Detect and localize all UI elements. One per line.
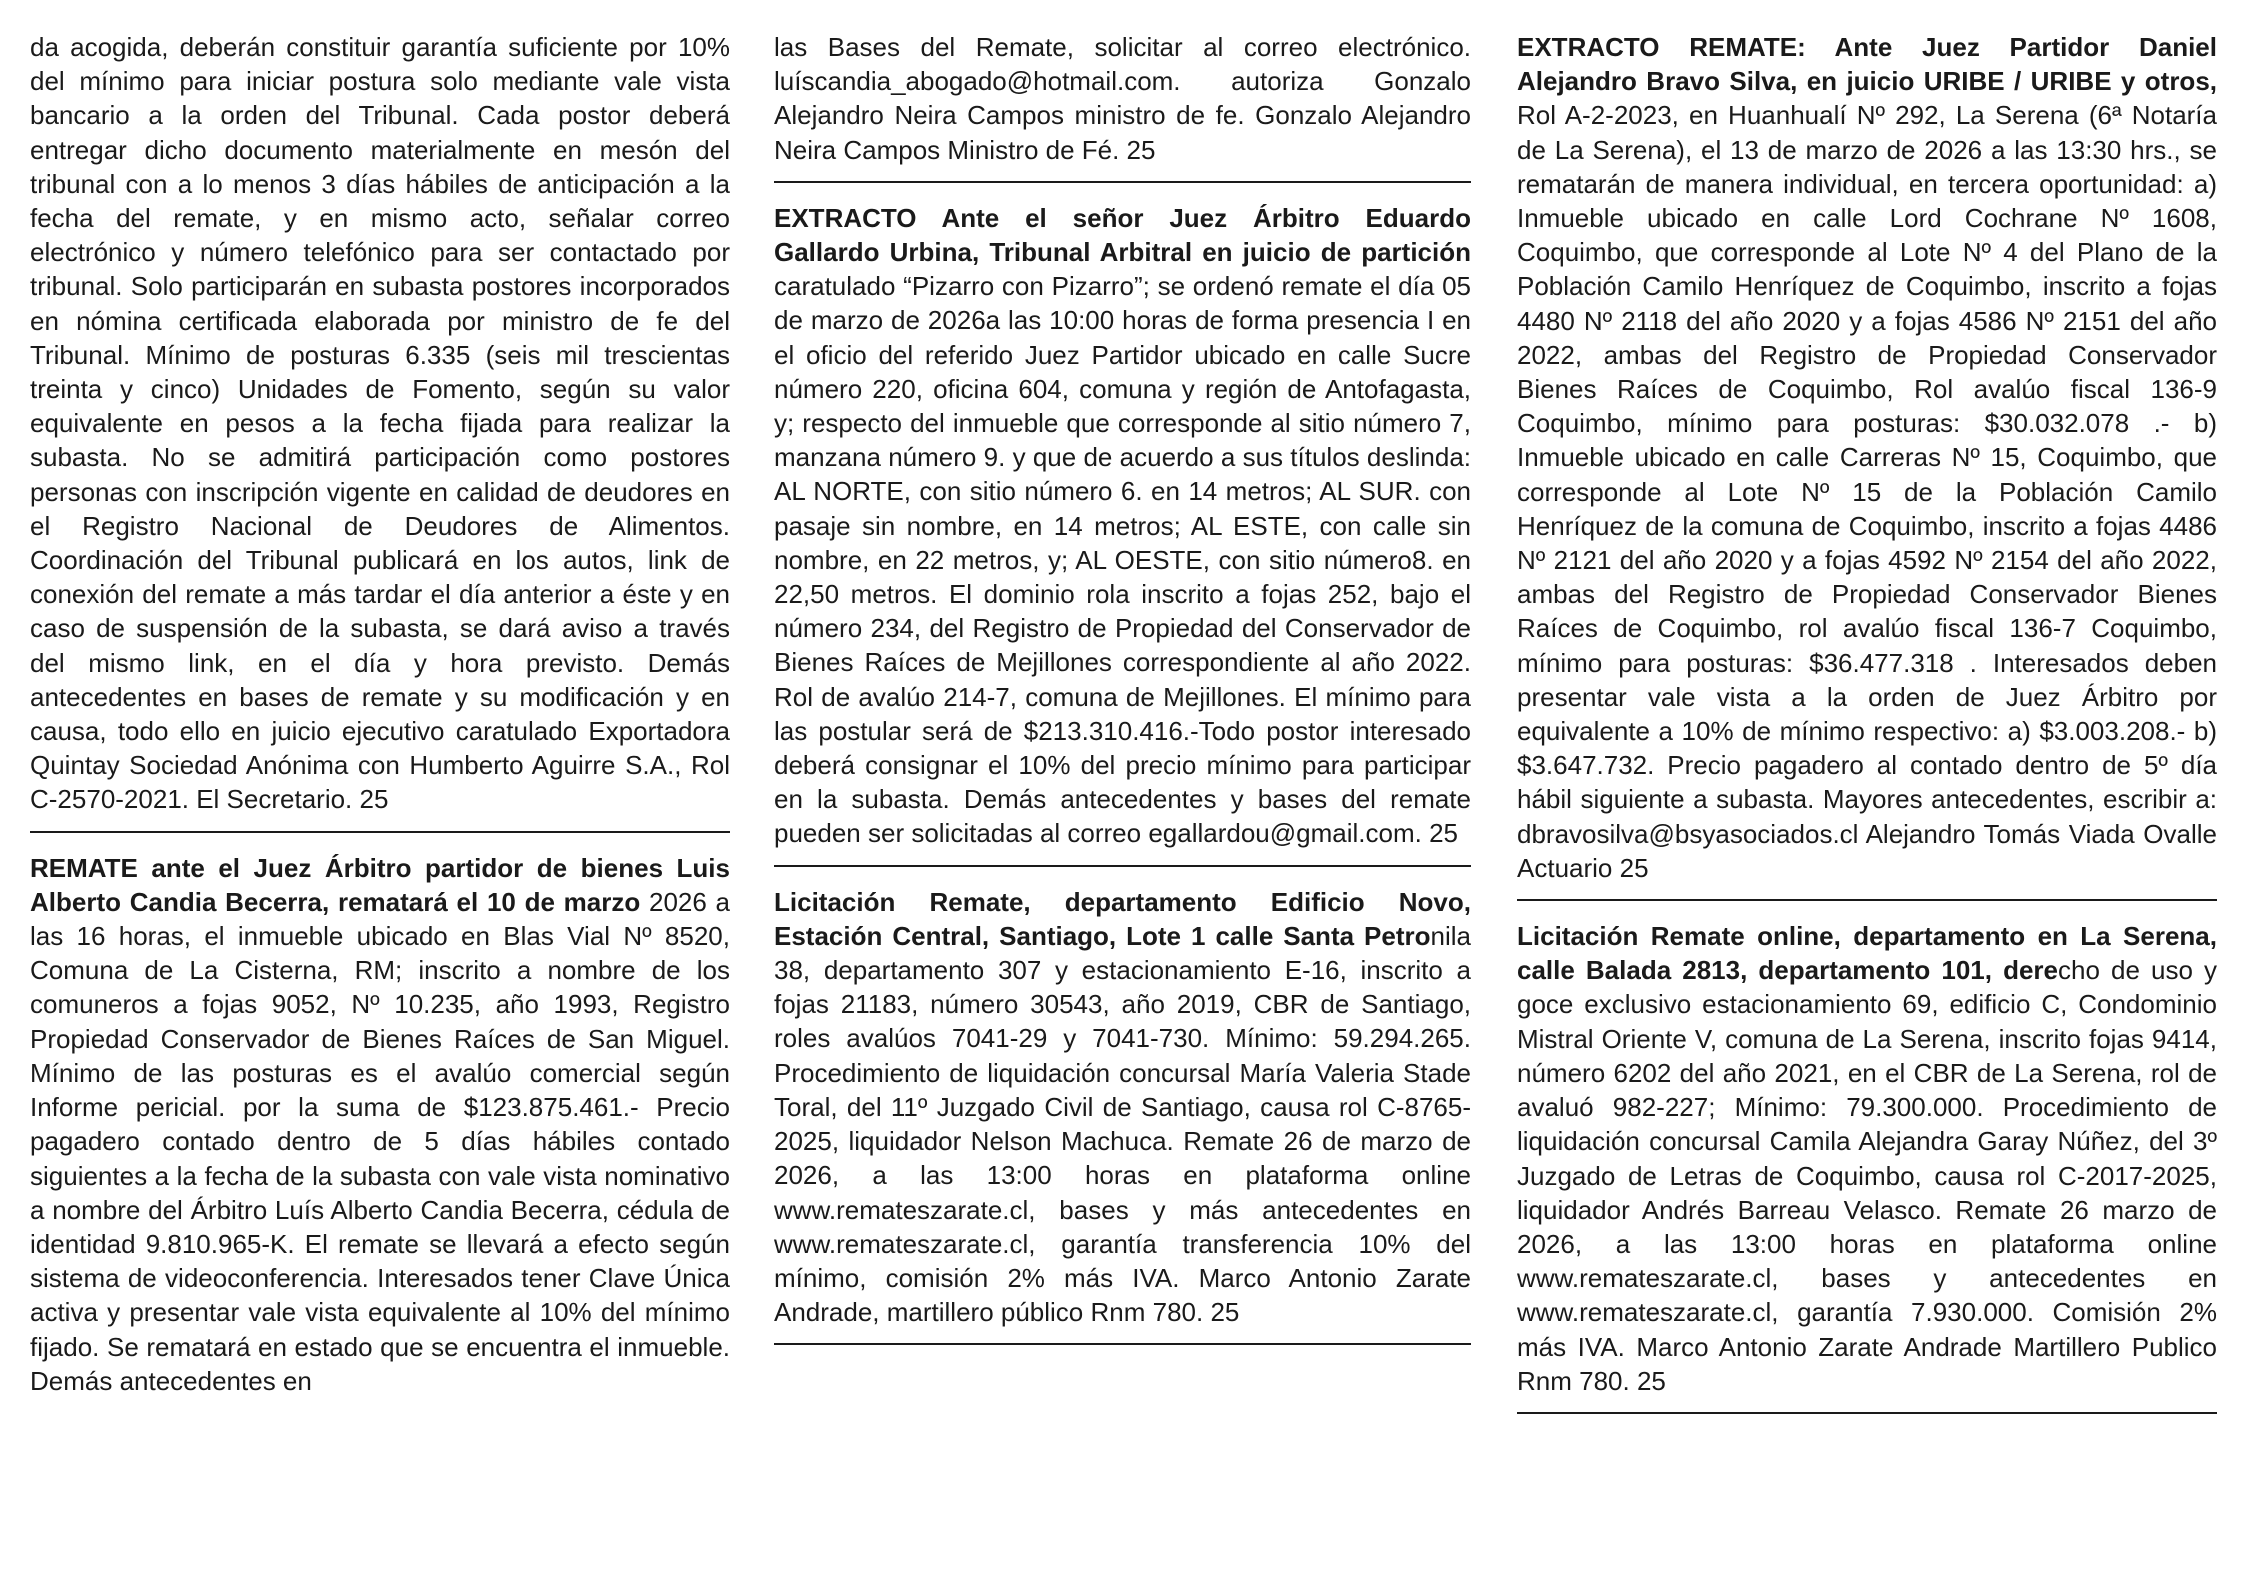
notice-heading: REMATE ante el Juez Árbitro partidor de bienes Luis Alberto Candia Becerra, rematará el 10 de marzo [30, 852, 730, 917]
notice-body [774, 885, 1471, 1330]
notice-heading: Licitación Remate online, departamento en La Serena, calle Balada 2813, departamento 101, dere [1517, 921, 2217, 986]
separator-rule [1517, 899, 2217, 901]
notice-body [1517, 919, 2217, 1398]
notice-licitacion-edificio-novo [774, 885, 1471, 1330]
column-2 [774, 30, 1471, 1363]
notice-heading: Licitación Remate, departamento Edificio Novo, Estación Central, Santiago, Lote 1 calle Santa Petro [774, 886, 1471, 951]
notice-text: caratulado “Pizarro con Pizarro”; se ordenó remate el día 05 de marzo de 2026a las 10:00 horas de forma presencia I en el oficio del referido Juez Partidor ubicado en calle Sucre número 220, oficina 604, comuna y región de Antofagasta, y; respecto del inmueble que corresponde al sitio número 7, manzana número 9. y que de acuerdo a sus títulos deslinda: AL NORTE, con sitio número 6. en 14 metros; AL SUR. con pasaje sin nombre, en 14 metros; AL ESTE, con calle sin nombre, en 22 metros, y; AL OESTE, con sitio número8. en 22,50 metros. El dominio rola inscrito a fojas 252, bajo el número 234, del Registro de Propiedad del Conservador de Bienes Raíces de Mejillones correspondiente al año 2022. Rol de avalúo 214-7, comuna de Mejillones. El mínimo para las postular será de $213.310.416.-Todo postor interesado deberá consignar el 10% del precio mínimo para participar en la subasta. Demás antecedentes y bases del remate pueden ser solicitadas al correo egallardou@gmail.com. 25 [774, 271, 1471, 849]
separator-rule [1517, 1412, 2217, 1414]
notice-body [774, 30, 1471, 167]
notice-text: 2026 a las 16 horas, el inmueble ubicado en Blas Vial Nº 8520, Comuna de La Cisterna, RM; inscrito a nombre de los comuneros a fojas 9052, Nº 10.235, año 1993, Registro Propiedad Conservador de Bienes Raíces de San Miguel. Mínimo de las posturas es el avalúo comercial según Informe pericial. por la suma de $123.875.461.- Precio pagadero contado dentro de 5 días hábiles contado siguientes a la fecha de la subasta con vale vista nominativo a nombre del Árbitro Luís Alberto Candia Becerra, cédula de identidad 9.810.965-K. El remate se llevará a efecto según sistema de videoconferencia. Interesados tener Clave Única activa y presentar vale vista equivalente al 10% del mínimo fijado. Se rematará en estado que se encuentra el inmueble. Demás antecedentes en [30, 886, 731, 1396]
separator-rule [30, 831, 730, 833]
notice-remate-candia-becerra [30, 851, 730, 1398]
notice-continuation-exportadora-quintay [30, 30, 730, 817]
column-1 [30, 30, 730, 1398]
separator-rule [774, 181, 1471, 183]
separator-rule [774, 865, 1471, 867]
notice-text: las Bases del Remate, solicitar al correo electrónico. luíscandia_abogado@hotmail.com. autoriza Gonzalo Alejandro Neira Campos ministro de fe. Gonzalo Alejandro Neira Campos Ministro de Fé. 25 [774, 32, 1471, 165]
notice-heading: EXTRACTO Ante el señor Juez Árbitro Eduardo Gallardo Urbina, Tribunal Arbitral en juicio de partición [774, 202, 1471, 268]
notice-text: da acogida, deberán constituir garantía suficiente por 10% del mínimo para iniciar postura solo mediante vale vista bancario a la orden del Tribunal. Cada postor deberá entregar dicho documento materialmente en mesón del tribunal con a lo menos 3 días hábiles de anticipación a la fecha del remate, y en mismo acto, señalar correo electrónico y número telefónico para ser contactado por tribunal. Solo participarán en subasta postores incorporados en nómina certificada elaborada por ministro de fe del Tribunal. Mínimo de posturas 6.335 (seis mil trescientas treinta y cinco) Unidades de Fomento, según su valor equivalente en pesos a la fecha fijada para realizar la subasta. No se admitirá participación como postores personas con inscripción vigente en calidad de deudores en el Registro Nacional de Deudores de Alimentos. Coordinación del Tribunal publicará en los autos, link de conexión del remate a más tardar el día anterior a éste y en caso de suspensión de la subasta, se dará aviso a través del mismo link, en el día y hora previsto. Demás antecedentes en bases de remate y su modificación y en causa, todo ello en juicio ejecutivo caratulado Exportadora Quintay Sociedad Anónima con Humberto Aguirre S.A., Rol C-2570-2021. El Secretario. 25 [30, 32, 730, 815]
notice-text: nila 38, departamento 307 y estacionamiento E-16, inscrito a fojas 21183, número 30543, año 2019, CBR de Santiago, roles avalúos 7041-29 y 7041-730. Mínimo: 59.294.265. Procedimiento de liquidación concursal María Valeria Stade Toral, del 11º Juzgado Civil de Santiago, causa rol C-8765-2025, liquidador Nelson Machuca. Remate 26 de marzo de 2026, a las 13:00 horas en plataforma online www.remateszarate.cl, bases y más antecedentes en www.remateszarate.cl, garantía transferencia 10% del mínimo, comisión 2% más IVA. Marco Antonio Zarate Andrade, martillero público Rnm 780. 25 [774, 920, 1471, 1328]
column-3 [1517, 30, 2217, 1432]
notice-licitacion-la-serena [1517, 919, 2217, 1398]
notice-body [30, 30, 730, 817]
notice-heading: EXTRACTO REMATE: Ante Juez Partidor Daniel Alejandro Bravo Silva, en juicio URIBE / URIBE y otros, [1517, 32, 2217, 97]
notice-extracto-gallardo-urbina [774, 201, 1471, 851]
notice-text: Rol A-2-2023, en Huanhualí Nº 292, La Serena (6ª Notaría de La Serena), el 13 de marzo de 2026 a las 13:30 hrs., se rematarán de manera individual, en tercera oportunidad: a) Inmueble ubicado en calle Lord Cochrane Nº 1608, Coquimbo, que corresponde al Lote Nº 4 del Plano de la Población Camilo Henríquez de Coquimbo, inscrito a fojas 4480 Nº 2118 del año 2020 y a fojas 4586 Nº 2151 del año 2022, ambas del Registro de Propiedad Conservador Bienes Raíces de Coquimbo, Rol avalúo fiscal 136-9 Coquimbo, mínimo para posturas: $30.032.078 .- b) Inmueble ubicado en calle Carreras Nº 15, Coquimbo, que corresponde al Lote Nº 15 de la Población Camilo Henríquez de la comuna de Coquimbo, inscrito a fojas 4486 Nº 2121 del año 2020 y a fojas 4592 Nº 2154 del año 2022, ambas del Registro de Propiedad Conservador Bienes Raíces de Coquimbo, rol avalúo fiscal 136-7 Coquimbo, mínimo para posturas: $36.477.318 . Interesados deben presentar vale vista a la orden de Juez Árbitro por equivalente a 10% de mínimo respectivo: a) $3.003.208.- b) $3.647.732. Precio pagadero al contado dentro de 5º día hábil siguiente a subasta. Mayores antecedentes, escribir a: dbravosilva@bsyasociados.cl Alejandro Tomás Viada Ovalle Actuario 25 [1517, 100, 2217, 883]
notice-body [30, 851, 730, 1398]
notice-text: cho de uso y goce exclusivo estacionamiento 69, edificio C, Condominio Mistral Oriente V, comuna de La Serena, inscrito fojas 9414, número 6202 del año 2021, en el CBR de La Serena, rol de avaluó 982-227; Mínimo: 79.300.000. Procedimiento de liquidación concursal Camila Alejandra Garay Núñez, del 3º Juzgado de Letras de Coquimbo, causa rol C-2017-2025, liquidador Andrés Barreau Velasco. Remate 26 marzo de 2026, a las 13:00 horas en plataforma online www.remateszarate.cl, bases y antecedentes en www.remateszarate.cl, garantía 7.930.000. Comisión 2% más IVA. Marco Antonio Zarate Andrade Martillero Publico Rnm 780. 25 [1517, 955, 2217, 1396]
notice-body [1517, 30, 2217, 885]
notice-body [774, 201, 1471, 851]
notice-extracto-bravo-silva [1517, 30, 2217, 885]
separator-rule [774, 1343, 1471, 1345]
notice-continuation-candia-bases [774, 30, 1471, 167]
